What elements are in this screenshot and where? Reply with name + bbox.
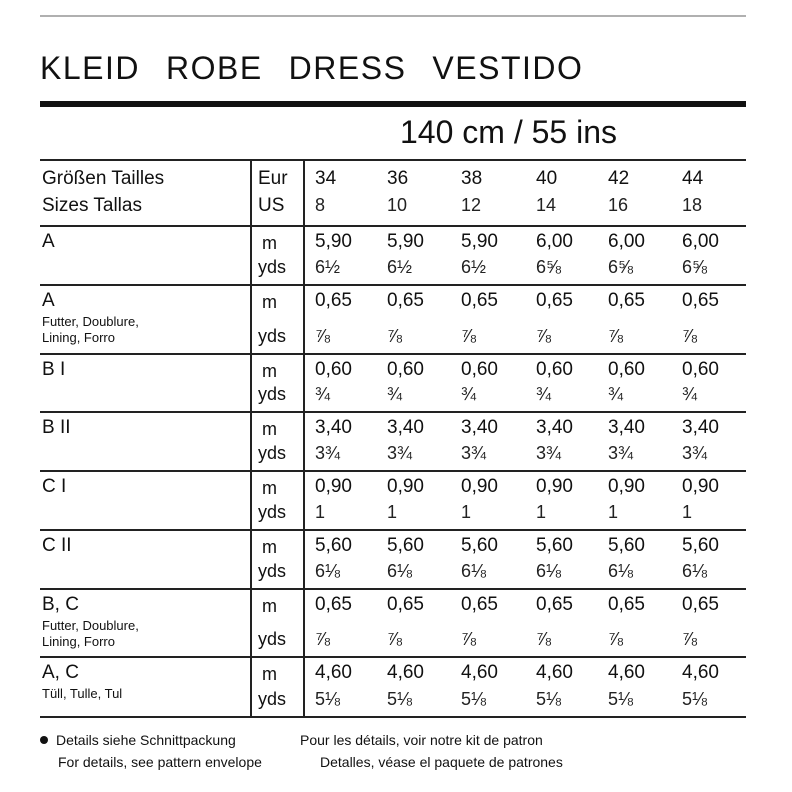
eur-size: 40 xyxy=(536,168,558,189)
yards-value: 3¾ xyxy=(315,443,341,463)
column-divider xyxy=(303,159,305,716)
view-label: C I xyxy=(42,476,67,497)
yards-value: ¾ xyxy=(315,384,331,404)
fabric-type-label: Futter, Doublure, Lining, Forro xyxy=(42,618,139,649)
meters-value: 4,60 xyxy=(387,662,424,683)
yards-value: ⅞ xyxy=(682,326,698,346)
footer-en: For details, see pattern envelope xyxy=(58,754,262,770)
yards-value: 6⅝ xyxy=(536,257,562,277)
fabric-type-label: Futter, Doublure, Lining, Forro xyxy=(42,314,139,345)
yards-value: 6⅝ xyxy=(682,257,708,277)
unit-yds: yds xyxy=(258,689,287,709)
meters-value: 0,90 xyxy=(608,476,645,497)
yards-value: ⅞ xyxy=(536,629,552,649)
eur-size: 36 xyxy=(387,168,409,189)
unit-yds: yds xyxy=(258,561,287,581)
unit-m: m xyxy=(262,478,277,498)
meters-value: 0,60 xyxy=(461,359,498,380)
us-label: US xyxy=(258,195,285,216)
yards-value: 3¾ xyxy=(387,443,413,463)
meters-value: 5,60 xyxy=(461,535,498,556)
yards-value: 6⅛ xyxy=(536,561,562,581)
yards-value: ⅞ xyxy=(461,326,477,346)
us-size: 18 xyxy=(682,195,703,215)
eur-size: 38 xyxy=(461,168,483,189)
title-rule xyxy=(40,101,746,107)
unit-yds: yds xyxy=(258,502,287,522)
us-size: 14 xyxy=(536,195,557,215)
yards-value: 6⅛ xyxy=(608,561,634,581)
yards-value: 3¾ xyxy=(608,443,634,463)
meters-value: 5,90 xyxy=(387,231,424,252)
yards-value: ¾ xyxy=(536,384,552,404)
yards-value: ¾ xyxy=(682,384,698,404)
meters-value: 0,60 xyxy=(682,359,719,380)
meters-value: 6,00 xyxy=(536,231,573,252)
meters-value: 3,40 xyxy=(387,417,424,438)
yards-value: 1 xyxy=(682,502,693,522)
meters-value: 5,60 xyxy=(682,535,719,556)
meters-value: 0,90 xyxy=(387,476,424,497)
meters-value: 0,65 xyxy=(387,290,424,311)
yards-value: 3¾ xyxy=(461,443,487,463)
yards-value: 1 xyxy=(461,502,472,522)
row-divider xyxy=(40,353,746,355)
unit-yds: yds xyxy=(258,384,287,404)
meters-value: 0,65 xyxy=(608,290,645,311)
unit-yds: yds xyxy=(258,443,287,463)
meters-value: 0,65 xyxy=(387,594,424,615)
view-label: B II xyxy=(42,417,71,438)
meters-value: 4,60 xyxy=(461,662,498,683)
meters-value: 5,90 xyxy=(315,231,352,252)
meters-value: 0,60 xyxy=(315,359,352,380)
unit-m: m xyxy=(262,664,277,684)
yards-value: ¾ xyxy=(608,384,624,404)
row-divider xyxy=(40,470,746,472)
yards-value: ⅞ xyxy=(682,629,698,649)
meters-value: 0,90 xyxy=(315,476,352,497)
yards-value: 5⅛ xyxy=(315,689,341,709)
meters-value: 4,60 xyxy=(608,662,645,683)
row-divider xyxy=(40,588,746,590)
yards-value: 6⅛ xyxy=(315,561,341,581)
yards-value: 1 xyxy=(608,502,619,522)
meters-value: 3,40 xyxy=(682,417,719,438)
yards-value: 6½ xyxy=(461,257,487,277)
fabric-type-label: Tüll, Tulle, Tul xyxy=(42,686,123,701)
eur-size: 34 xyxy=(315,168,337,189)
yards-value: ⅞ xyxy=(387,326,403,346)
yards-value: 5⅛ xyxy=(608,689,634,709)
unit-yds: yds xyxy=(258,629,287,649)
title-word-fr: ROBE xyxy=(165,50,263,86)
meters-value: 0,60 xyxy=(536,359,573,380)
yards-value: ¾ xyxy=(387,384,403,404)
yards-value: ⅞ xyxy=(536,326,552,346)
sizes-label-line1: Größen Tailles xyxy=(42,168,165,189)
yards-value: ⅞ xyxy=(608,326,624,346)
footer-es: Detalles, véase el paquete de patrones xyxy=(320,754,563,770)
title-word-en: DRESS xyxy=(288,50,407,86)
meters-value: 0,90 xyxy=(682,476,719,497)
meters-value: 5,90 xyxy=(461,231,498,252)
meters-value: 0,90 xyxy=(536,476,573,497)
yards-value: ⅞ xyxy=(315,629,331,649)
meters-value: 3,40 xyxy=(536,417,573,438)
title-word-de: KLEID xyxy=(40,50,140,86)
view-label: A xyxy=(42,231,55,252)
meters-value: 0,65 xyxy=(608,594,645,615)
sizes-label-line2: Sizes Tallas xyxy=(42,195,142,216)
meters-value: 4,60 xyxy=(682,662,719,683)
footer-de-text: Details siehe Schnittpackung xyxy=(56,732,236,748)
us-size: 16 xyxy=(608,195,629,215)
row-divider xyxy=(40,284,746,286)
row-divider xyxy=(40,529,746,531)
unit-m: m xyxy=(262,233,277,253)
fabric-width: 140 cm / 55 ins xyxy=(400,114,617,150)
meters-value: 0,60 xyxy=(608,359,645,380)
meters-value: 4,60 xyxy=(536,662,573,683)
meters-value: 3,40 xyxy=(315,417,352,438)
yards-value: 6½ xyxy=(315,257,341,277)
meters-value: 0,65 xyxy=(536,594,573,615)
bullet-icon xyxy=(40,736,48,744)
row-divider xyxy=(40,159,746,161)
meters-value: 0,65 xyxy=(461,594,498,615)
meters-value: 0,65 xyxy=(315,290,352,311)
yards-value: ¾ xyxy=(461,384,477,404)
row-divider xyxy=(40,716,746,718)
yards-value: 6⅛ xyxy=(682,561,708,581)
yards-value: ⅞ xyxy=(387,629,403,649)
row-divider xyxy=(40,656,746,658)
meters-value: 0,65 xyxy=(682,594,719,615)
meters-value: 6,00 xyxy=(608,231,645,252)
garment-title xyxy=(40,50,609,87)
eur-size: 42 xyxy=(608,168,630,189)
view-label: A xyxy=(42,290,55,311)
meters-value: 4,60 xyxy=(315,662,352,683)
eur-label: Eur xyxy=(258,168,288,189)
yards-value: 6⅛ xyxy=(461,561,487,581)
meters-value: 5,60 xyxy=(315,535,352,556)
top-rule xyxy=(40,15,746,17)
yards-value: 3¾ xyxy=(682,443,708,463)
meters-value: 5,60 xyxy=(608,535,645,556)
yards-value: ⅞ xyxy=(315,326,331,346)
view-label: C II xyxy=(42,535,72,556)
yards-value: 5⅛ xyxy=(461,689,487,709)
row-divider xyxy=(40,411,746,413)
yards-value: ⅞ xyxy=(461,629,477,649)
meters-value: 0,65 xyxy=(315,594,352,615)
eur-size: 44 xyxy=(682,168,704,189)
yards-value: 1 xyxy=(387,502,398,522)
yards-value: 5⅛ xyxy=(536,689,562,709)
footer-fr: Pour les détails, voir notre kit de patron xyxy=(300,732,543,748)
meters-value: 0,65 xyxy=(682,290,719,311)
yards-value: 6⅛ xyxy=(387,561,413,581)
meters-value: 0,65 xyxy=(536,290,573,311)
yards-value: ⅞ xyxy=(608,629,624,649)
meters-value: 6,00 xyxy=(682,231,719,252)
unit-m: m xyxy=(262,596,277,616)
unit-m: m xyxy=(262,292,277,312)
unit-m: m xyxy=(262,361,277,381)
meters-value: 3,40 xyxy=(461,417,498,438)
yards-value: 6⅝ xyxy=(608,257,634,277)
meters-value: 0,90 xyxy=(461,476,498,497)
meters-value: 5,60 xyxy=(536,535,573,556)
meters-value: 0,60 xyxy=(387,359,424,380)
row-divider xyxy=(40,225,746,227)
footer-de xyxy=(40,732,236,748)
yards-value: 1 xyxy=(315,502,326,522)
view-label: A, C xyxy=(42,662,79,683)
title-word-es: VESTIDO xyxy=(432,50,584,86)
yards-value: 3¾ xyxy=(536,443,562,463)
view-label: B I xyxy=(42,359,66,380)
meters-value: 0,65 xyxy=(461,290,498,311)
yards-value: 1 xyxy=(536,502,547,522)
unit-m: m xyxy=(262,537,277,557)
yards-value: 6½ xyxy=(387,257,413,277)
yards-value: 5⅛ xyxy=(682,689,708,709)
column-divider xyxy=(250,159,252,716)
us-size: 8 xyxy=(315,195,326,215)
unit-yds: yds xyxy=(258,326,287,346)
unit-yds: yds xyxy=(258,257,287,277)
meters-value: 3,40 xyxy=(608,417,645,438)
yards-value: 5⅛ xyxy=(387,689,413,709)
meters-value: 5,60 xyxy=(387,535,424,556)
view-label: B, C xyxy=(42,594,79,615)
unit-m: m xyxy=(262,419,277,439)
us-size: 10 xyxy=(387,195,408,215)
us-size: 12 xyxy=(461,195,482,215)
